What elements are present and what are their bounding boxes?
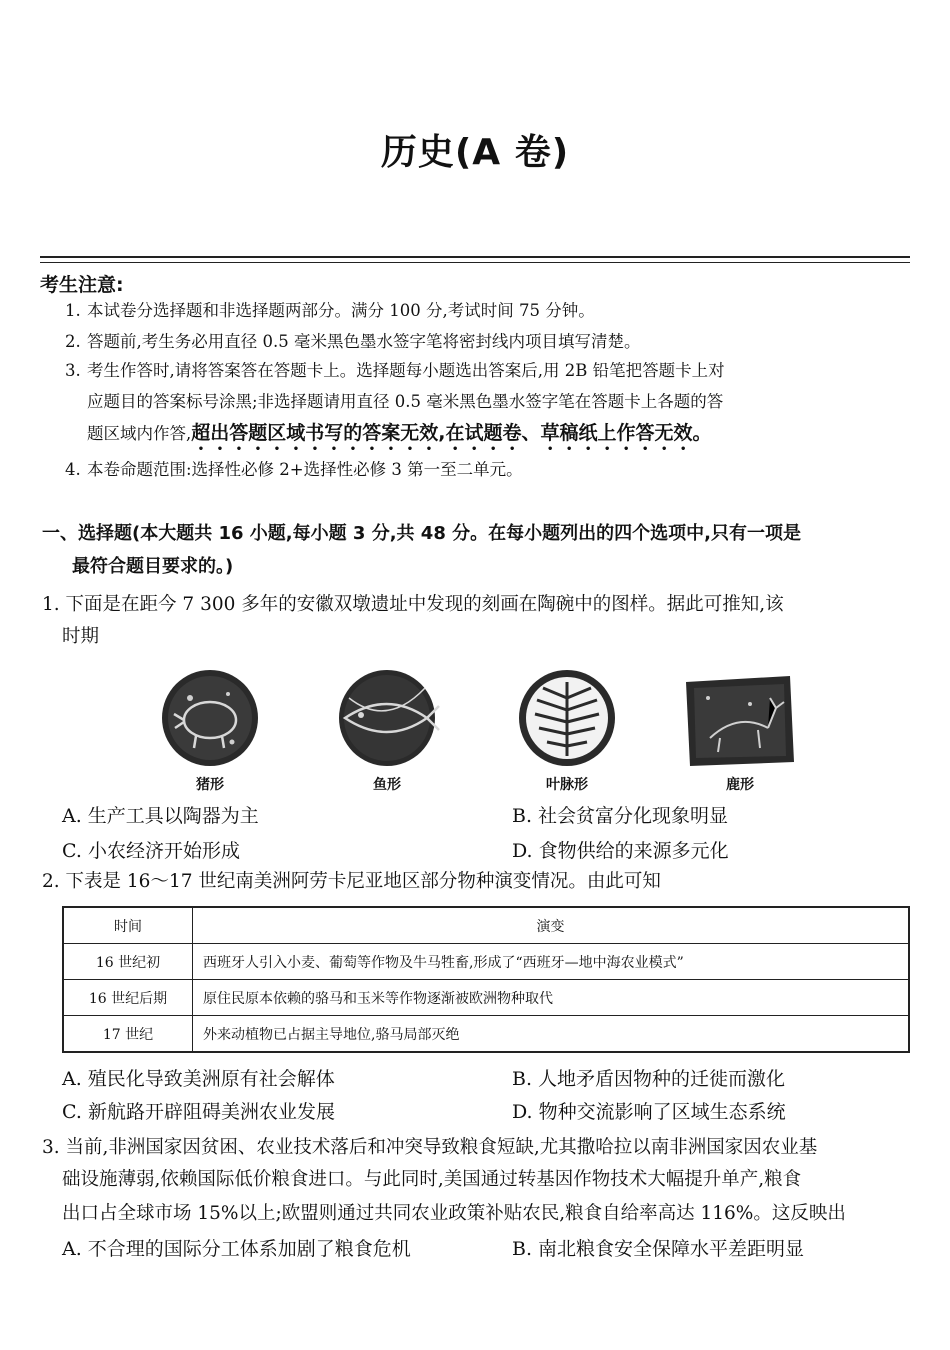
pottery-image-fish [327,668,447,798]
deer-carving-icon [680,668,800,772]
table-cell: 原住民原本依赖的骆马和玉米等作物逐渐被欧洲物种取代 [193,980,910,1016]
pottery-image-deer [680,668,800,798]
image-caption: 鹿形 [726,777,754,793]
notice-item-text: 本试卷分选择题和非选择题两部分。满分 100 分,考试时间 75 分钟。 [87,301,595,320]
table-header-cell: 时间 [63,907,193,944]
question-3-option-a: A. 不合理的国际分工体系加剧了粮食危机 [62,1238,411,1260]
pottery-image-leaf [507,668,627,798]
leaf-vein-carving-icon [507,668,627,772]
question-3-stem-line2: 础设施薄弱,依赖国际低价粮食进口。与此同时,美国通过转基因作物技术大幅提升单产,粮食 [62,1169,802,1190]
notice-item-3-line2 [87,388,723,416]
section-heading-line2: 最符合题目要求的。) [72,556,234,577]
image-caption: 鱼形 [373,777,401,793]
table-cell: 17 世纪 [63,1016,193,1053]
table-header-cell: 演变 [193,907,910,944]
notice-item-3-line3 [87,419,711,455]
question-1-option-d: D. 食物供给的来源多元化 [512,840,729,862]
notice-item-number: 4. [65,460,81,479]
image-caption: 猪形 [196,777,224,793]
notice-item-1 [65,297,595,325]
table-row [63,980,909,1016]
question-1-option-c: C. 小农经济开始形成 [62,840,240,862]
species-evolution-table [62,906,910,1053]
image-caption: 叶脉形 [546,777,588,793]
table-cell: 16 世纪初 [63,944,193,980]
notice-item-text: 题区域内作答, [87,424,192,443]
question-2-option-b: B. 人地矛盾因物种的迁徙而激化 [512,1068,786,1090]
question-1-option-a: A. 生产工具以陶器为主 [62,805,259,827]
header-divider-thin [40,262,910,263]
question-1-figure [150,668,800,798]
header-divider [40,256,910,258]
section-heading: 一、选择题(本大题共 16 小题,每小题 3 分,共 48 分。在每小题列出的四个选项中,只有一项是 [42,523,801,544]
question-3-stem: 3. 当前,非洲国家因贫困、农业技术落后和冲突导致粮食短缺,尤其撒哈拉以南非洲国家因农业基 [42,1137,818,1158]
question-2-stem: 2. 下表是 16～17 世纪南美洲阿劳卡尼亚地区部分物种演变情况。由此可知 [42,871,661,892]
notice-item-number: 1. [65,301,81,320]
table-header-row [63,907,909,944]
pig-carving-icon [150,668,270,772]
table-cell: 西班牙人引入小麦、葡萄等作物及牛马牲畜,形成了“西班牙—地中海农业模式” [193,944,910,980]
notice-item-2 [65,328,641,356]
table-cell: 16 世纪后期 [63,980,193,1016]
notice-heading: 考生注意: [40,274,124,296]
notice-item-text: 应题目的答案标号涂黑;非选择题请用直径 0.5 毫米黑色墨水签字笔在答题卡上各题的答 [87,392,724,411]
notice-item-text: 本卷命题范围:选择性必修 2+选择性必修 3 第一至二单元。 [87,460,523,479]
notice-item-text: 答题前,考生务必用直径 0.5 毫米黑色墨水签字笔将密封线内项目填写清楚。 [87,332,641,351]
question-2-option-d: D. 物种交流影响了区域生态系统 [512,1101,786,1123]
page-title: 历史(A 卷) [380,132,570,173]
fish-carving-icon [327,668,447,772]
notice-item-3 [65,357,725,385]
notice-item-4 [65,456,523,484]
question-1-option-b: B. 社会贫富分化现象明显 [512,805,729,827]
notice-item-number: 2. [65,332,81,351]
table-row [63,944,909,980]
question-3-stem-line3: 出口占全球市场 15%以上;欧盟则通过共同农业政策补贴农民,粮食自给率高达 116%。这反映出 [62,1203,846,1224]
notice-emphasis: 超出答题区域书写的答案无效,在试题卷、草稿纸上作答无效。 [191,422,712,444]
question-3-option-b: B. 南北粮食安全保障水平差距明显 [512,1238,805,1260]
question-2-option-c: C. 新航路开辟阻碍美洲农业发展 [62,1101,335,1123]
question-2-option-a: A. 殖民化导致美洲原有社会解体 [62,1068,335,1090]
notice-item-text: 考生作答时,请将答案答在答题卡上。选择题每小题选出答案后,用 2B 铅笔把答题卡上对 [87,361,725,380]
question-1-stem: 1. 下面是在距今 7 300 多年的安徽双墩遗址中发现的刻画在陶碗中的图样。据此可推知,该 [42,594,784,615]
table-cell: 外来动植物已占据主导地位,骆马局部灭绝 [193,1016,910,1053]
table-row [63,1016,909,1053]
pottery-image-pig [150,668,270,798]
question-1-stem-line2: 时期 [62,626,100,647]
notice-item-number: 3. [65,361,81,380]
